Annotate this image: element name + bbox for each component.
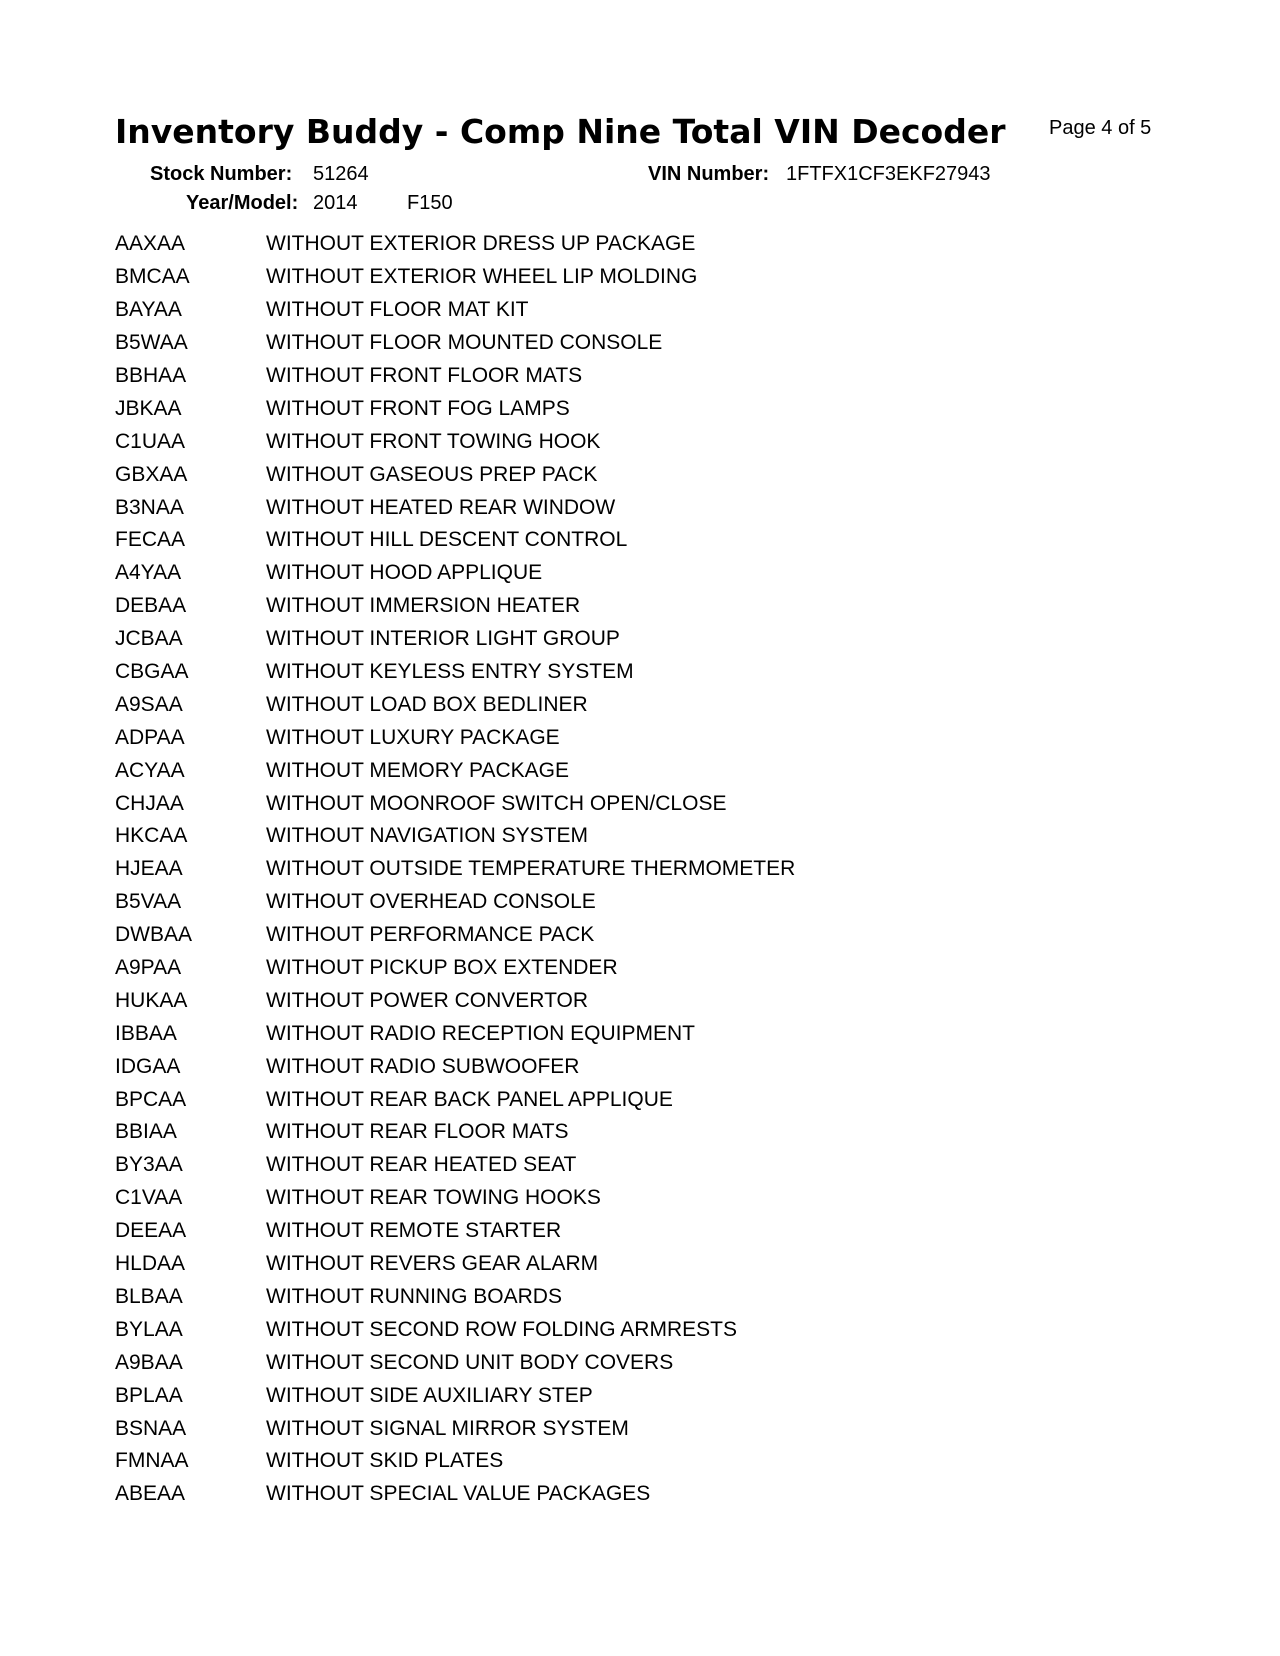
option-code: BBHAA bbox=[115, 364, 187, 387]
option-row bbox=[115, 261, 795, 294]
option-row bbox=[115, 984, 795, 1017]
option-description: WITHOUT LOAD BOX BEDLINER bbox=[266, 692, 588, 716]
option-description: WITHOUT EXTERIOR DRESS UP PACKAGE bbox=[266, 232, 696, 256]
option-row bbox=[115, 327, 795, 360]
option-description: WITHOUT REVERS GEAR ALARM bbox=[266, 1252, 599, 1276]
option-row bbox=[115, 1149, 795, 1182]
option-row bbox=[115, 557, 795, 590]
option-description: WITHOUT RADIO SUBWOOFER bbox=[266, 1054, 580, 1078]
option-code: A9PAA bbox=[115, 956, 182, 980]
option-row bbox=[115, 1182, 795, 1215]
option-row bbox=[115, 228, 795, 261]
option-row bbox=[115, 360, 795, 393]
option-description: WITHOUT SIGNAL MIRROR SYSTEM bbox=[266, 1416, 629, 1440]
option-description: WITHOUT REMOTE STARTER bbox=[266, 1219, 562, 1243]
option-code: AAXAA bbox=[115, 232, 186, 256]
option-code: DEBAA bbox=[115, 594, 187, 618]
option-row bbox=[115, 721, 795, 754]
option-code: CBGAA bbox=[115, 660, 189, 684]
option-code: DEEAA bbox=[115, 1219, 187, 1243]
option-description: WITHOUT LUXURY PACKAGE bbox=[266, 725, 560, 749]
option-code: C1VAA bbox=[115, 1186, 183, 1210]
option-code: HJEAA bbox=[115, 857, 183, 881]
option-code: BYLAA bbox=[115, 1317, 183, 1341]
stock-number-label: Stock Number: bbox=[150, 163, 293, 185]
option-description: WITHOUT SECOND ROW FOLDING ARMRESTS bbox=[266, 1317, 737, 1341]
option-row bbox=[115, 1083, 795, 1116]
option-row bbox=[115, 754, 795, 787]
option-description: WITHOUT HILL DESCENT CONTROL bbox=[266, 528, 628, 552]
report-title: Inventory Buddy - Comp Nine Total VIN Decoder bbox=[115, 112, 1006, 151]
option-code: HUKAA bbox=[115, 988, 188, 1012]
vin-number-label: VIN Number: bbox=[648, 163, 770, 185]
option-row bbox=[115, 1116, 795, 1149]
option-description: WITHOUT PERFORMANCE PACK bbox=[266, 923, 595, 947]
option-description: WITHOUT KEYLESS ENTRY SYSTEM bbox=[266, 660, 634, 684]
option-row bbox=[115, 656, 795, 689]
year-value: 2014 bbox=[313, 192, 358, 214]
option-code: B5VAA bbox=[115, 890, 182, 914]
option-row bbox=[115, 590, 795, 623]
option-description: WITHOUT GASEOUS PREP PACK bbox=[266, 462, 598, 486]
option-code: BY3AA bbox=[115, 1153, 183, 1177]
option-row bbox=[115, 1445, 795, 1478]
option-row bbox=[115, 688, 795, 721]
option-code: CHJAA bbox=[115, 791, 184, 815]
option-row bbox=[115, 1281, 795, 1314]
option-description: WITHOUT POWER CONVERTOR bbox=[266, 988, 589, 1012]
option-code: JBKAA bbox=[115, 396, 182, 420]
option-row bbox=[115, 491, 795, 524]
option-code: BSNAA bbox=[115, 1416, 187, 1440]
option-code: A9BAA bbox=[115, 1350, 183, 1374]
option-row bbox=[115, 919, 795, 952]
option-description: WITHOUT RADIO RECEPTION EQUIPMENT bbox=[266, 1021, 695, 1045]
page-indicator: Page 4 of 5 bbox=[1049, 117, 1152, 139]
option-description: WITHOUT SPECIAL VALUE PACKAGES bbox=[266, 1482, 651, 1506]
option-code: BMCAA bbox=[115, 265, 190, 289]
option-description: WITHOUT REAR FLOOR MATS bbox=[266, 1120, 569, 1144]
option-description: WITHOUT EXTERIOR WHEEL LIP MOLDING bbox=[266, 265, 698, 289]
vin-number-value: 1FTFX1CF3EKF27943 bbox=[786, 163, 991, 185]
option-row bbox=[115, 1412, 795, 1445]
option-description: WITHOUT SIDE AUXILIARY STEP bbox=[266, 1383, 593, 1407]
option-code: ABEAA bbox=[115, 1482, 186, 1506]
option-code: IDGAA bbox=[115, 1054, 181, 1078]
option-code: A9SAA bbox=[115, 692, 183, 716]
option-description: WITHOUT RUNNING BOARDS bbox=[266, 1284, 562, 1308]
option-code-list bbox=[115, 228, 795, 1511]
option-code: DWBAA bbox=[115, 923, 193, 947]
option-code: ADPAA bbox=[115, 725, 185, 749]
option-row bbox=[115, 1478, 795, 1511]
option-description: WITHOUT SECOND UNIT BODY COVERS bbox=[266, 1350, 674, 1374]
option-code: GBXAA bbox=[115, 462, 188, 486]
option-description: WITHOUT FLOOR MOUNTED CONSOLE bbox=[266, 331, 663, 355]
option-row bbox=[115, 1313, 795, 1346]
option-row bbox=[115, 1346, 795, 1379]
option-description: WITHOUT FRONT FLOOR MATS bbox=[266, 364, 583, 387]
option-description: WITHOUT FRONT TOWING HOOK bbox=[266, 429, 601, 453]
option-description: WITHOUT FLOOR MAT KIT bbox=[266, 298, 529, 322]
option-description: WITHOUT NAVIGATION SYSTEM bbox=[266, 824, 589, 848]
option-description: WITHOUT SKID PLATES bbox=[266, 1449, 504, 1473]
option-row bbox=[115, 1248, 795, 1281]
option-description: WITHOUT MEMORY PACKAGE bbox=[266, 758, 569, 782]
option-description: WITHOUT HOOD APPLIQUE bbox=[266, 561, 543, 585]
option-code: B5WAA bbox=[115, 331, 188, 355]
option-row bbox=[115, 886, 795, 919]
option-row bbox=[115, 1050, 795, 1083]
option-description: WITHOUT HEATED REAR WINDOW bbox=[266, 495, 616, 519]
option-row bbox=[115, 1017, 795, 1050]
option-row bbox=[115, 820, 795, 853]
option-description: WITHOUT OUTSIDE TEMPERATURE THERMOMETER bbox=[266, 857, 796, 881]
option-row bbox=[115, 853, 795, 886]
option-description: WITHOUT MOONROOF SWITCH OPEN/CLOSE bbox=[266, 791, 727, 815]
option-code: B3NAA bbox=[115, 495, 184, 519]
option-description: WITHOUT REAR BACK PANEL APPLIQUE bbox=[266, 1087, 673, 1111]
option-description: WITHOUT IMMERSION HEATER bbox=[266, 594, 581, 618]
option-row bbox=[115, 458, 795, 491]
option-code: C1UAA bbox=[115, 429, 186, 453]
option-code: BAYAA bbox=[115, 298, 182, 322]
model-value: F150 bbox=[407, 192, 453, 214]
option-description: WITHOUT INTERIOR LIGHT GROUP bbox=[266, 627, 620, 651]
year-model-label: Year/Model: bbox=[186, 192, 299, 214]
option-row bbox=[115, 623, 795, 656]
option-code: JCBAA bbox=[115, 627, 183, 651]
stock-number-value: 51264 bbox=[313, 163, 369, 185]
option-row bbox=[115, 787, 795, 820]
option-row bbox=[115, 425, 795, 458]
option-code: HLDAA bbox=[115, 1252, 186, 1276]
option-description: WITHOUT FRONT FOG LAMPS bbox=[266, 396, 570, 420]
option-row bbox=[115, 392, 795, 425]
option-row bbox=[115, 1379, 795, 1412]
option-row bbox=[115, 294, 795, 327]
option-code: ACYAA bbox=[115, 758, 185, 782]
option-code: HKCAA bbox=[115, 824, 188, 848]
option-code: FECAA bbox=[115, 528, 186, 552]
option-description: WITHOUT PICKUP BOX EXTENDER bbox=[266, 956, 618, 980]
option-description: WITHOUT OVERHEAD CONSOLE bbox=[266, 890, 596, 914]
option-row bbox=[115, 952, 795, 985]
option-code: FMNAA bbox=[115, 1449, 189, 1473]
option-code: IBBAA bbox=[115, 1021, 177, 1045]
option-code: BBIAA bbox=[115, 1120, 177, 1144]
option-row bbox=[115, 1215, 795, 1248]
option-code: BPLAA bbox=[115, 1383, 183, 1407]
option-code: BLBAA bbox=[115, 1284, 183, 1308]
option-code: A4YAA bbox=[115, 561, 182, 585]
option-description: WITHOUT REAR HEATED SEAT bbox=[266, 1153, 577, 1177]
option-code: BPCAA bbox=[115, 1087, 187, 1111]
option-row bbox=[115, 524, 795, 557]
option-description: WITHOUT REAR TOWING HOOKS bbox=[266, 1186, 601, 1210]
